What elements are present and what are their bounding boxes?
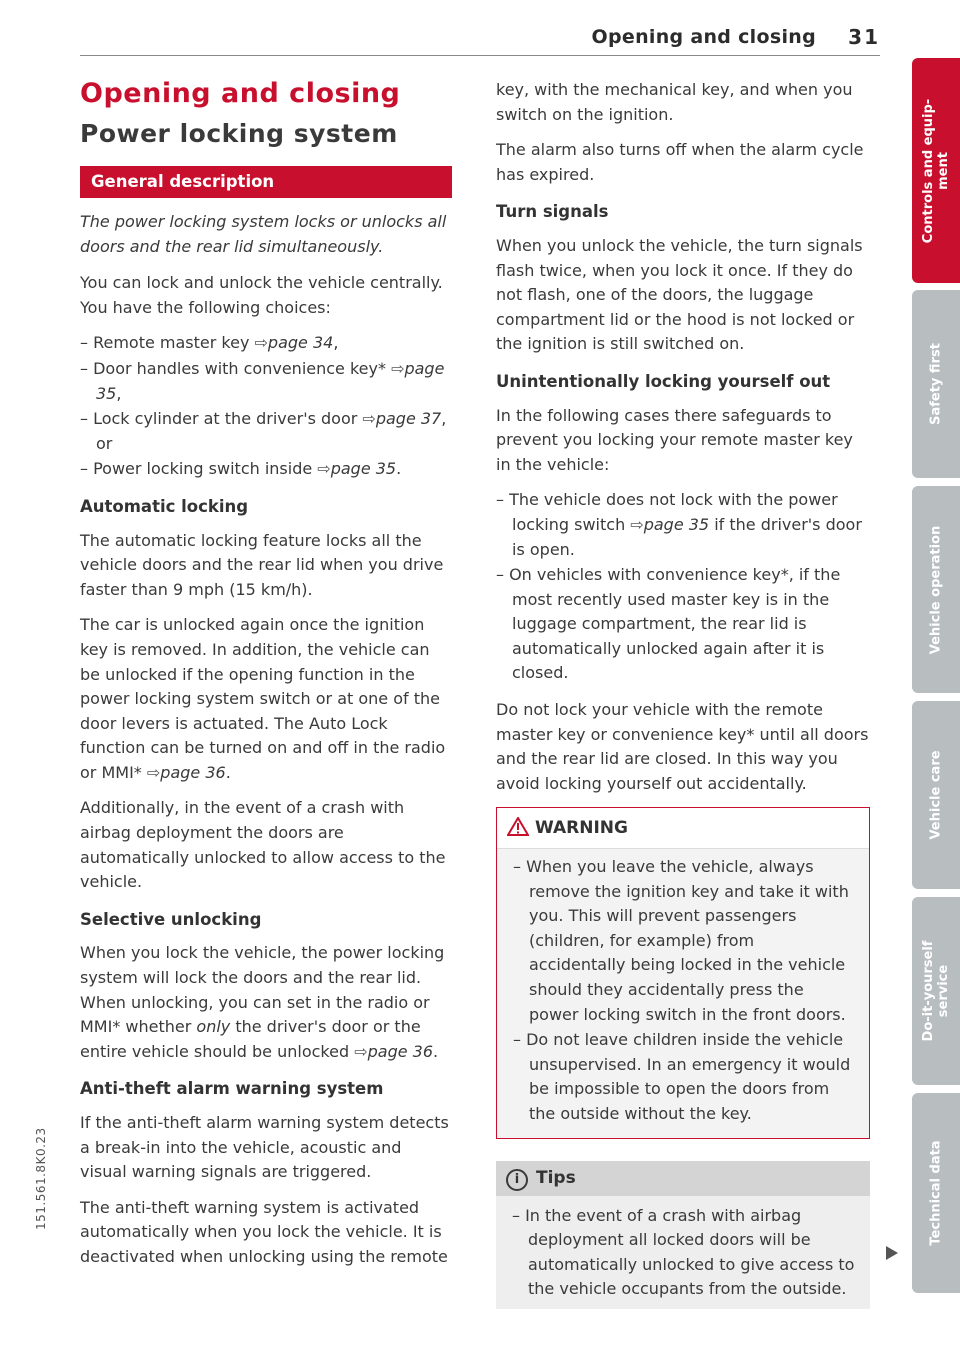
list-item: – Door handles with convenience key* ⇨page 35, xyxy=(80,358,445,403)
warning-header xyxy=(497,808,869,848)
list-item: – On vehicles with convenience key*, if the most recently used master key is in the luggage compartment, the rear lid is automatically unlocked again after it is closed. xyxy=(496,565,841,683)
paragraph: You can lock and unlock the vehicle centrally. You have the following choices: xyxy=(80,273,443,317)
section-bar: General description xyxy=(80,166,452,198)
paragraph: key, with the mechanical key, and when you switch on the ignition. xyxy=(496,80,853,124)
list-item: – Do not leave children inside the vehicle unsupervised. In an emergency it would be impossible to open the doors from the outside without the key. xyxy=(513,1030,851,1123)
tab-vehicle-operation[interactable]: Vehicle operation xyxy=(912,486,960,693)
warning-triangle-icon xyxy=(507,817,529,844)
page-reference[interactable]: page 35 xyxy=(96,358,445,403)
tab-vehicle-care[interactable]: Vehicle care xyxy=(912,701,960,889)
tips-header xyxy=(496,1161,870,1196)
list-item: – When you leave the vehicle, always remove the ignition key and take it with you. This will prevent passengers (children, for example) from accidentally being locked in the vehicle should they accidentally press the power locking switch in the front doors. xyxy=(513,857,849,1024)
continue-arrow-icon xyxy=(886,1246,898,1260)
subheading-automatic-locking: Automatic locking xyxy=(80,496,249,516)
warning-body xyxy=(497,848,869,1138)
warning-box xyxy=(496,807,870,1138)
list-item: – The vehicle does not lock with the power locking switch ⇨page 35 if the driver's door is open. xyxy=(496,490,862,559)
subheading-alarm-system: Anti-theft alarm warning system xyxy=(80,1079,384,1099)
paragraph: The anti-theft warning system is activated automatically when you lock the vehicle. It is deactivated when unlocking using the remote xyxy=(80,1197,448,1266)
page-ref-arrow-icon: ⇨ xyxy=(354,1041,368,1061)
list-item: – Remote master key ⇨page 34, xyxy=(80,333,339,353)
tips-body xyxy=(496,1196,870,1309)
header-rule xyxy=(80,55,880,56)
list-item: – In the event of a crash with airbag deployment all locked doors will be automatically unlocked to give access to the vehicle occupants from the outside. xyxy=(512,1205,855,1299)
page-ref-arrow-icon: ⇨ xyxy=(630,514,644,534)
right-column xyxy=(496,78,870,1309)
left-column xyxy=(80,72,452,1281)
page-reference[interactable]: page 34 xyxy=(267,333,334,353)
tab-safety-first[interactable]: Safety first xyxy=(912,290,960,478)
chapter-title: Opening and closing xyxy=(80,78,401,109)
paragraph: The alarm also turns off when the alarm cycle has expired. xyxy=(496,140,864,184)
page-ref-arrow-icon: ⇨ xyxy=(254,333,268,353)
paragraph: Do not lock your vehicle with the remote master key or convenience key* until all doors and the rear lid are closed. In this way you avoid locking yourself out accidentally. xyxy=(496,700,869,793)
tab-controls-and-equipment[interactable]: Controls and equip- ment xyxy=(912,58,960,283)
tips-title: Tips xyxy=(536,1167,576,1188)
page-reference[interactable]: page 36 xyxy=(367,1041,434,1061)
warning-title: WARNING xyxy=(535,818,628,839)
page-ref-arrow-icon: ⇨ xyxy=(317,459,331,479)
subheading-selective-unlocking: Selective unlocking xyxy=(80,909,262,929)
info-icon: i xyxy=(506,1169,528,1191)
page-ref-arrow-icon: ⇨ xyxy=(146,762,161,782)
paragraph: In the following cases there safeguards to prevent you locking your remote master key in the vehicle: xyxy=(496,405,853,474)
safeguard-list xyxy=(496,488,870,686)
list-item: – Lock cylinder at the driver's door ⇨page 37, or xyxy=(80,409,447,453)
paragraph: Additionally, in the event of a crash with airbag deployment the doors are automatically unlocked to allow access to the vehicle. xyxy=(80,798,446,892)
subheading-turn-signals: Turn signals xyxy=(496,202,609,222)
page-header xyxy=(80,22,880,56)
page-number: 31 xyxy=(848,25,880,49)
running-title: Opening and closing xyxy=(591,26,816,48)
page-ref-arrow-icon: ⇨ xyxy=(391,358,405,378)
tab-technical-data[interactable]: Technical data xyxy=(912,1093,960,1293)
choices-list xyxy=(80,331,452,482)
intro-text: The power locking system locks or unlocks all doors and the rear lid simultaneously. xyxy=(80,212,447,256)
page-reference[interactable]: page 35 xyxy=(330,459,397,479)
list-item: – Power locking switch inside ⇨page 35. xyxy=(80,459,402,479)
subheading-locking-out: Unintentionally locking yourself out xyxy=(496,371,831,391)
paragraph: The car is unlocked again once the ignition key is removed. In addition, the vehicle can be unlocked if the opening function in the power locking system switch or at one of the door levers is actuated. The Auto Lock function can be turned on and off in the radio or MMI* ⇨page 36. xyxy=(80,615,446,782)
paragraph: The automatic locking feature locks all the vehicle doors and the rear lid when you drive faster than 9 mph (15 km/h). xyxy=(80,530,444,599)
paragraph: When you unlock the vehicle, the turn signals flash twice, when you lock it once. If they do not flash, one of the doors, the luggage compartment lid or the hood is not locked or the ignition is still switched on. xyxy=(496,235,863,354)
page-reference[interactable]: page 36 xyxy=(160,762,226,782)
page-ref-arrow-icon: ⇨ xyxy=(362,409,376,429)
page-reference[interactable]: page 37 xyxy=(375,409,442,429)
paragraph: If the anti-theft alarm warning system detects a break-in into the vehicle, acoustic and visual warning signals are triggered. xyxy=(80,1113,449,1182)
tips-box xyxy=(496,1161,870,1309)
paragraph: When you lock the vehicle, the power locking system will lock the doors and the rear lid. When unlocking, you can set in the radio or MMI* whether only the driver's door or the entire vehicle should be unlocked ⇨page 36. xyxy=(80,943,445,1061)
page-reference[interactable]: page 35 xyxy=(643,514,710,534)
tab-do-it-yourself-service[interactable]: Do-it-yourself service xyxy=(912,897,960,1085)
section-title: Power locking system xyxy=(80,119,398,148)
